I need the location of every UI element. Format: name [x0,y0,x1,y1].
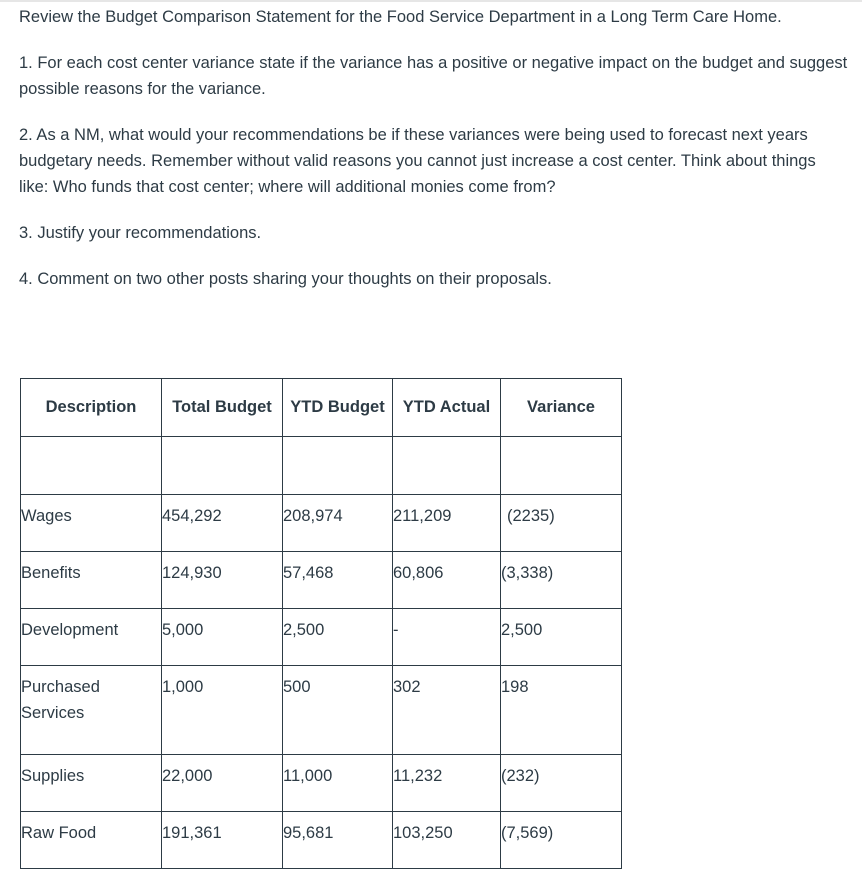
cell-text: 11,000 [283,767,333,785]
cell-text: (2235) [507,507,555,525]
cell-text: Purchased Services [21,678,100,722]
table-header-row [21,379,622,437]
cell-text: 211,209 [393,507,452,525]
table-cell [21,437,162,495]
table-cell [283,812,393,869]
header-total-budget: Total Budget [162,379,283,437]
table-cell [501,552,622,609]
table-cell [21,495,162,552]
cell-text: Raw Food [21,824,97,842]
table-row [21,812,622,869]
cell-text: 2,500 [283,621,325,639]
header-ytd-actual: YTD Actual [393,379,501,437]
table-cell [162,609,283,666]
question-2: 2. As a NM, what would your recommendations be if these variances were being used to forecast next years budgetary needs. Remember without valid reasons you cannot just increase a cost center. Think about things like: Who funds that cost center; where will additional monies come from? [19,126,816,196]
table-cell [162,666,283,755]
table-row [21,495,622,552]
cell-text: Wages [21,507,72,525]
cell-text: 1,000 [162,678,204,696]
table-row [21,552,622,609]
table-cell [393,495,501,552]
table-cell [21,812,162,869]
cell-text: 302 [393,678,421,696]
table-cell [501,755,622,812]
table-cell [393,552,501,609]
table-cell [501,666,622,755]
table-cell [21,666,162,755]
intro-text: Review the Budget Comparison Statement for the Food Service Department in a Long Term Care Home. [19,8,782,26]
table-cell [393,437,501,495]
cell-text: 454,292 [162,507,222,525]
budget-comparison-table [20,378,622,869]
top-divider [0,0,862,2]
table-cell [21,609,162,666]
table-cell [393,755,501,812]
cell-text: 198 [501,678,529,696]
table-cell [283,495,393,552]
table-cell [393,609,501,666]
cell-text: 124,930 [162,564,222,582]
question-body [19,4,849,292]
table-cell [501,609,622,666]
table-cell [162,755,283,812]
table-cell [162,552,283,609]
header-ytd-budget: YTD Budget [283,379,393,437]
cell-text: 2,500 [501,621,543,639]
cell-text: 500 [283,678,311,696]
cell-text: - [393,621,399,639]
table-row [21,609,622,666]
table-cell [162,437,283,495]
question-4: 4. Comment on two other posts sharing your thoughts on their proposals. [19,270,552,288]
table-cell [162,495,283,552]
cell-text: 60,806 [393,564,444,582]
cell-text: 208,974 [283,507,343,525]
header-description: Description [21,379,162,437]
question-1: 1. For each cost center variance state if the variance has a positive or negative impact on the budget and suggest possible reasons for the variance. [19,54,848,98]
cell-text: 191,361 [162,824,222,842]
cell-text: Development [21,621,119,639]
cell-text: (232) [501,767,540,785]
table-cell [21,755,162,812]
cell-text: 5,000 [162,621,204,639]
table-row [21,755,622,812]
question-3: 3. Justify your recommendations. [19,224,262,242]
cell-text: (3,338) [501,564,554,582]
cell-text: 57,468 [283,564,334,582]
table-cell [501,495,622,552]
table-cell [501,812,622,869]
table-row-empty [21,437,622,495]
cell-text: 103,250 [393,824,453,842]
table-cell [283,552,393,609]
table-cell [21,552,162,609]
table-cell [393,666,501,755]
cell-text: Benefits [21,564,81,582]
table-cell [283,755,393,812]
table-row [21,666,622,755]
table-cell [283,437,393,495]
cell-text: (7,569) [501,824,554,842]
table-cell [393,812,501,869]
header-variance: Variance [501,379,622,437]
table-cell [162,812,283,869]
table-cell [283,609,393,666]
cell-text: 22,000 [162,767,213,785]
table-cell [283,666,393,755]
cell-text: 95,681 [283,824,334,842]
cell-text: 11,232 [393,767,443,785]
table-cell [501,437,622,495]
cell-text: Supplies [21,767,85,785]
